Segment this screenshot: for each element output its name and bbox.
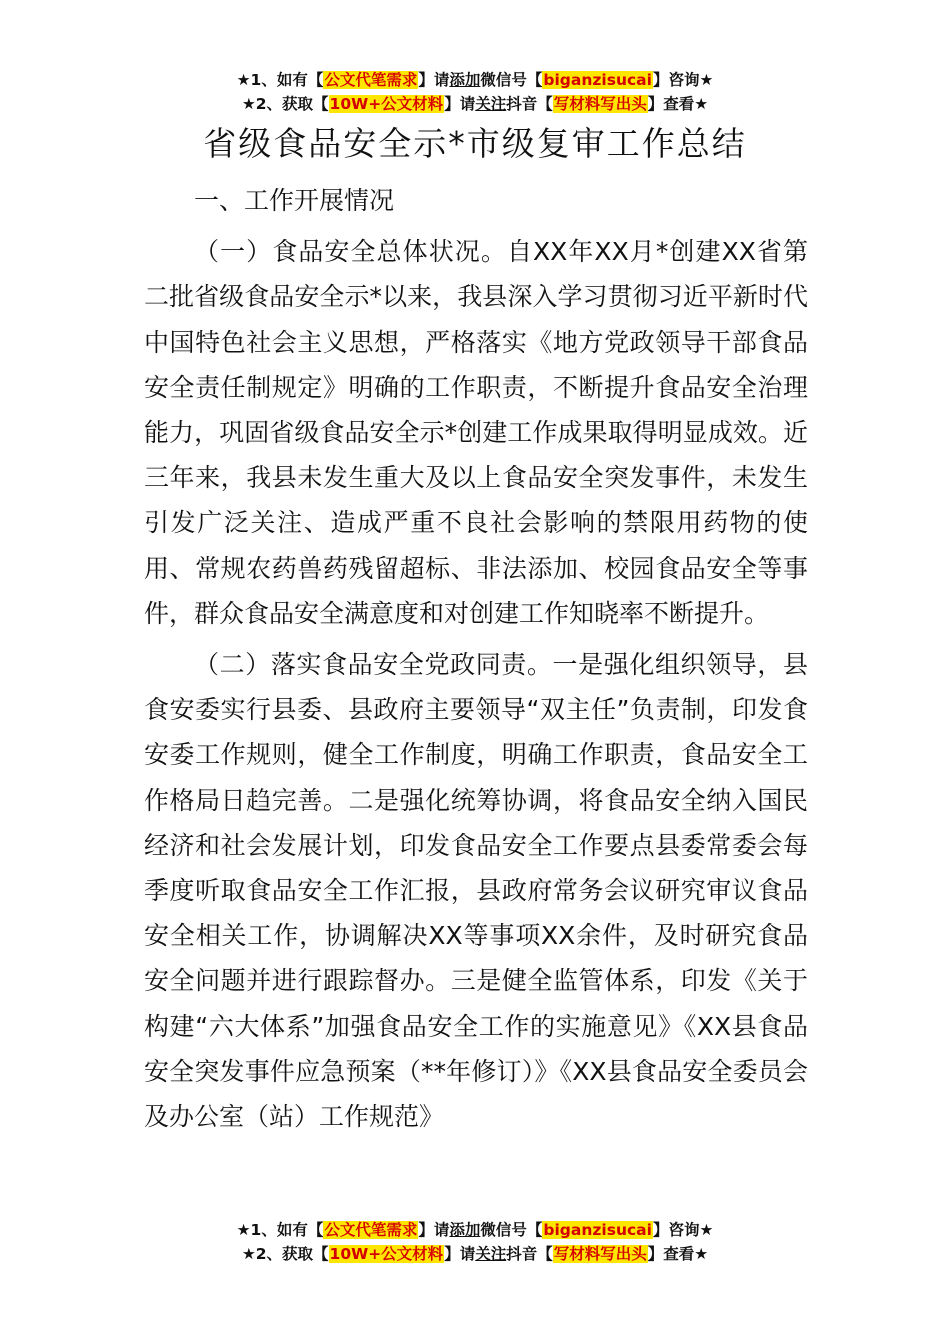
ad-douyin-id: 写材料写出头 [553, 95, 647, 113]
ad-line-1 [0, 1218, 950, 1242]
ad-line-2 [0, 1242, 950, 1266]
ad-text: 微信号【 [480, 71, 543, 89]
ad-text: 抖音【 [506, 95, 553, 113]
ad-douyin-id: 写材料写出头 [553, 1245, 647, 1263]
ad-text: 】请 [418, 71, 450, 89]
ad-text: 】查看★ [647, 1245, 709, 1263]
ad-text: 】咨询★ [652, 71, 714, 89]
ad-wechat-id: biganzisucai [543, 71, 652, 89]
ad-text: 】查看★ [647, 95, 709, 113]
document-body [144, 178, 808, 1145]
ad-text: ★2、获取【 [241, 95, 329, 113]
ad-underlined-text: 关注 [475, 1245, 507, 1263]
ad-highlight: 10W+公文材料 [329, 95, 444, 113]
ad-text: 】请 [444, 1245, 476, 1263]
ad-text: ★1、如有【 [236, 71, 324, 89]
document-title: 省级食品安全示*市级复审工作总结 [203, 124, 747, 163]
ad-wechat-id: biganzisucai [543, 1221, 652, 1239]
ad-highlight: 10W+公文材料 [329, 1245, 444, 1263]
ad-text: 微信号【 [480, 1221, 543, 1239]
ad-banner-bottom [0, 1218, 950, 1266]
section-heading: 一、工作开展情况 [194, 186, 395, 215]
ad-underlined-text: 添加 [449, 1221, 481, 1239]
ad-highlight: 公文代笔需求 [324, 1221, 418, 1239]
ad-text: 】咨询★ [652, 1221, 714, 1239]
ad-text: ★2、获取【 [241, 1245, 329, 1263]
paragraph-2: （二）落实食品安全党政同责。一是强化组织领导，县食安委实行县委、县政府主要领导“双主任”负责制，印发食安委工作规则，健全工作制度，明确工作职责，食品安全工作格局日趋完善。二是强化统筹协调，将食品安全纳入国民经济和社会发展计划，印发食品安全工作要点县委常委会每季度听取食品安全工作汇报，县政府常务会议研究审议食品安全相关工作，协调解决XX等事项XX余件，及时研究食品安全问题并进行跟踪督办。三是健全监管体系，印发《关于构建“六大体系”加强食品安全工作的实施意见》《XX县食品安全突发事件应急预案（**年修订）》《XX县食品安全委员会及办公室（站）工作规范》 [144, 650, 808, 1132]
ad-line-1 [0, 68, 950, 92]
ad-highlight: 公文代笔需求 [324, 71, 418, 89]
ad-text: 抖音【 [506, 1245, 553, 1263]
ad-text: 】请 [418, 1221, 450, 1239]
ad-underlined-text: 添加 [449, 71, 481, 89]
ad-line-2 [0, 92, 950, 116]
ad-banner-top [0, 68, 950, 116]
ad-text: 】请 [444, 95, 476, 113]
ad-underlined-text: 关注 [475, 95, 507, 113]
paragraph-1: （一）食品安全总体状况。自XX年XX月*创建XX省第二批省级食品安全示*以来，我县深入学习贯彻习近平新时代中国特色社会主义思想，严格落实《地方党政领导干部食品安全责任制规定》明确的工作职责，不断提升食品安全治理能力，巩固省级食品安全示*创建工作成果取得明显成效。近三年来，我县未发生重大及以上食品安全突发事件，未发生引发广泛关注、造成严重不良社会影响的禁限用药物的使用、常规农药兽药残留超标、非法添加、校园食品安全等事件，群众食品安全满意度和对创建工作知晓率不断提升。 [144, 237, 808, 628]
ad-text: ★1、如有【 [236, 1221, 324, 1239]
